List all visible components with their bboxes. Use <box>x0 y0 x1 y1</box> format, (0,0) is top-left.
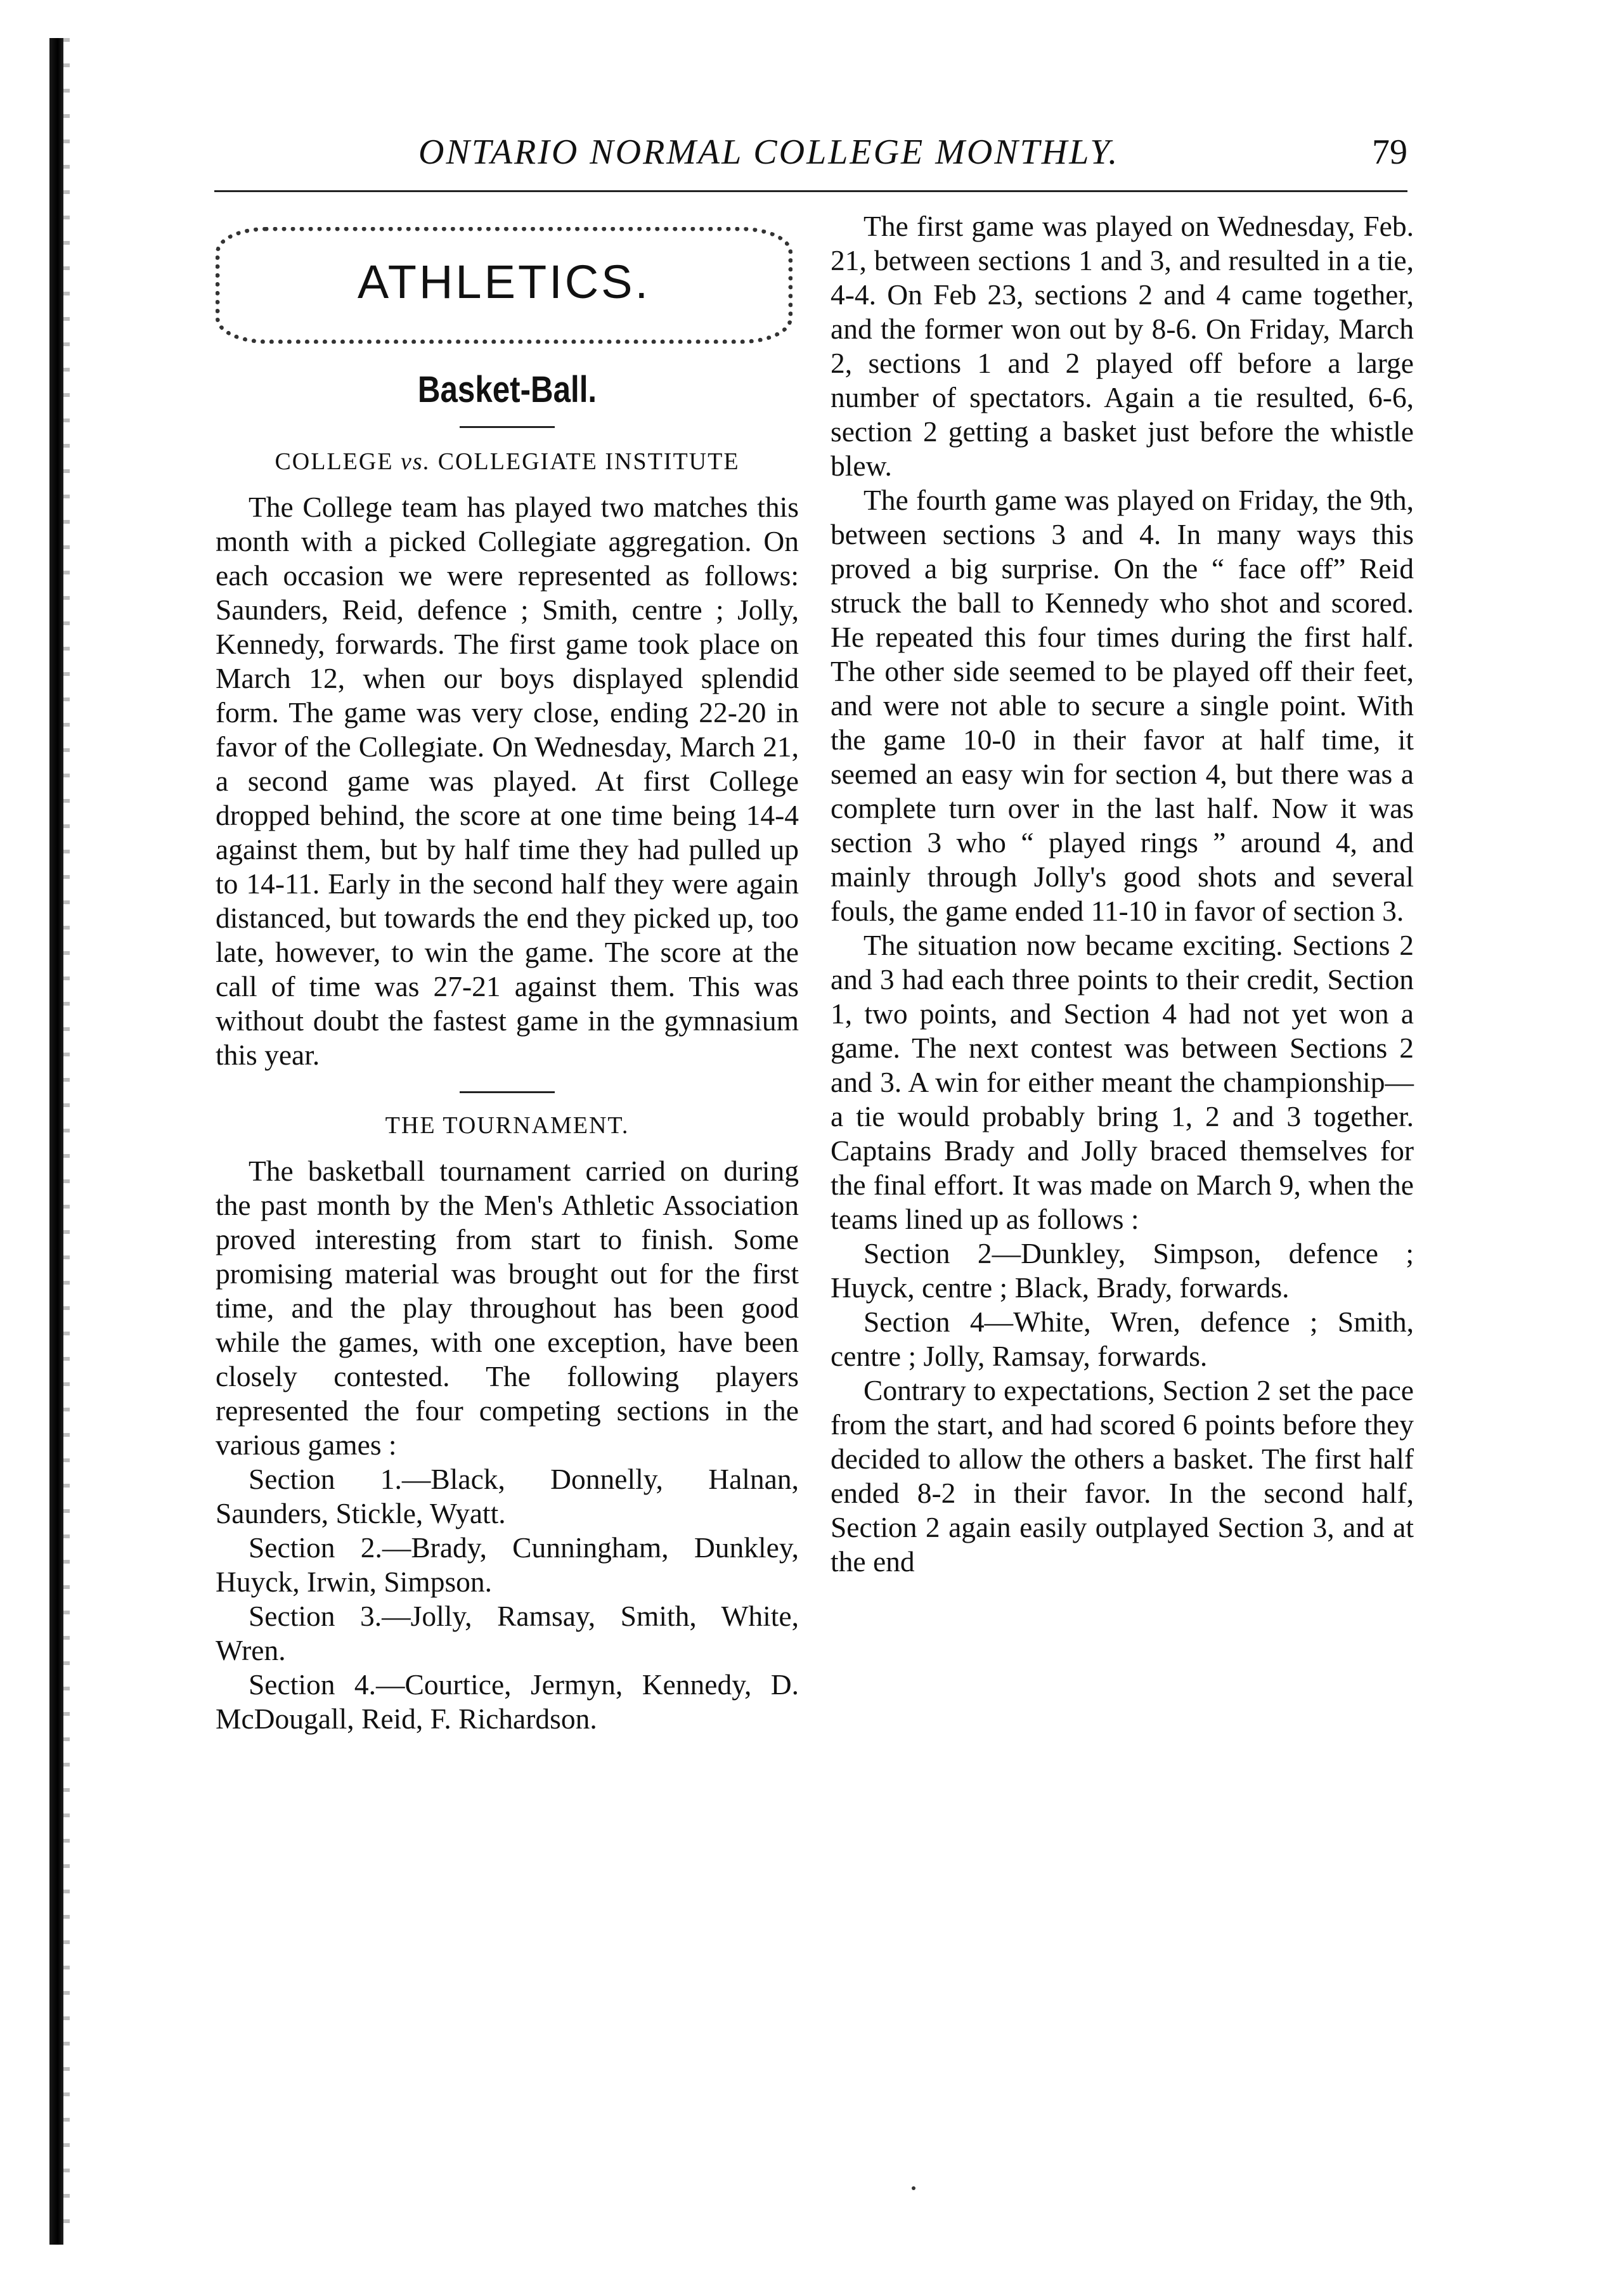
page-number: 79 <box>1372 133 1407 172</box>
heading-text-post: COLLEGIATE INSTITUTE <box>430 448 740 475</box>
paragraph-tournament-intro: The basketball tournament carried on during the past month by the Men's Athletic Association proved interesting from start to finish. Some promising material was brought out for the first time, and the play throughout has been good while the games, with one exception, have been closely contested. The following players represented the four competing sections in the various games : <box>216 1155 799 1461</box>
section-heading-college-vs-collegiate <box>216 444 799 479</box>
roster-section-4: Section 4.—Courtice, Jermyn, Kennedy, D. McDougall, Reid, F. Richardson. <box>216 1668 799 1735</box>
article-subtitle: Basket-Ball. <box>417 369 597 410</box>
running-head <box>216 132 1407 176</box>
banner-title: ATHLETICS. <box>357 256 651 308</box>
paragraph-early-games: The first game was played on Wednesday, Feb. 21, between sections 1 and 3, and resulted in a tie, 4-4. On Feb 23, sections 2 and 4 came together, and the former won out by 8-6. On Friday, March 2, sections 1 and 2 played off before a large number of spectators. Again a tie resulted, 6-6, section 2 getting a basket just before the whistle blew. <box>831 210 1414 482</box>
athletics-banner <box>216 209 792 368</box>
lineup-section-2: Section 2—Dunkley, Simpson, defence ; Huyck, centre ; Black, Brady, forwards. <box>831 1237 1414 1304</box>
paragraph-fourth-game: The fourth game was played on Friday, the 9th, between sections 3 and 4. In many ways this proved a big surprise. On the “ face off” Reid struck the ball to Kennedy who shot and scored. He repeated this four times during the first half. The other side seemed to be played off their feet, and were not able to secure a single point. With the game 10-0 in their favor at half time, it seemed an easy win for section 4, but there was a complete turn over in the last half. Now it was section 3 who “ played rings ” around 4, and mainly through Jolly's good shots and several fouls, the game ended 11-10 in favor of section 3. <box>831 484 1414 927</box>
roster-section-1: Section 1.—Black, Donnelly, Halnan, Saunders, Stickle, Wyatt. <box>216 1463 799 1529</box>
paragraph-college-matches: The College team has played two matches this month with a picked Collegiate aggregation. On each occasion we were represented as follows: Saunders, Reid, defence ; Smith, centre ; Jolly, Kennedy, forwards. The first game took place on March 12, when our boys displayed splendid form. The game was very close, ending 22-20 in favor of the Collegiate. On Wednesday, March 21, a second game was played. At first College dropped behind, the score at one time being 14-4 against them, but by half time they had pulled up to 14-11. Early in the second half they were again distanced, but towards the end they picked up, too late, however, to win the game. The score at the call of time was 27-21 against them. This was without doubt the fastest game in the gymnasium this year. <box>216 491 799 1071</box>
header-rule <box>214 190 1407 192</box>
binding-shadow <box>63 38 70 2245</box>
right-column <box>831 209 1414 1579</box>
section-heading-tournament: THE TOURNAMENT. <box>385 1112 630 1139</box>
heading-text-vs: vs. <box>401 448 431 475</box>
lineup-section-4: Section 4—White, Wren, defence ; Smith, centre ; Jolly, Ramsay, forwards. <box>831 1306 1414 1372</box>
divider <box>460 1091 555 1093</box>
paragraph-situation: The situation now became exciting. Sections 2 and 3 had each three points to their credit, Section 1, two points, and Section 4 had not yet won a game. The next contest was between Sections 2 and 3. A win for either meant the championship—a tie would probably bring 1, 2 and 3 together. Captains Brady and Jolly braced themselves for the final effort. It was made on March 9, when the teams lined up as follows : <box>831 929 1414 1235</box>
paragraph-final-game: Contrary to expectations, Section 2 set the pace from the start, and had scored 6 points before they decided to allow the others a basket. The first half ended 8-2 in their favor. In the second half, Section 2 again easily outplayed Section 3, and at the end <box>831 1374 1414 1578</box>
roster-section-2: Section 2.—Brady, Cunningham, Dunkley, Huyck, Irwin, Simpson. <box>216 1531 799 1598</box>
journal-title: ONTARIO NORMAL COLLEGE MONTHLY. <box>418 133 1120 172</box>
divider <box>460 426 555 428</box>
left-column <box>216 209 799 1736</box>
print-speck <box>912 2186 915 2190</box>
binding-spine <box>49 38 63 2245</box>
roster-section-3: Section 3.—Jolly, Ramsay, Smith, White, Wren. <box>216 1600 799 1666</box>
heading-text-pre: COLLEGE <box>275 448 401 475</box>
